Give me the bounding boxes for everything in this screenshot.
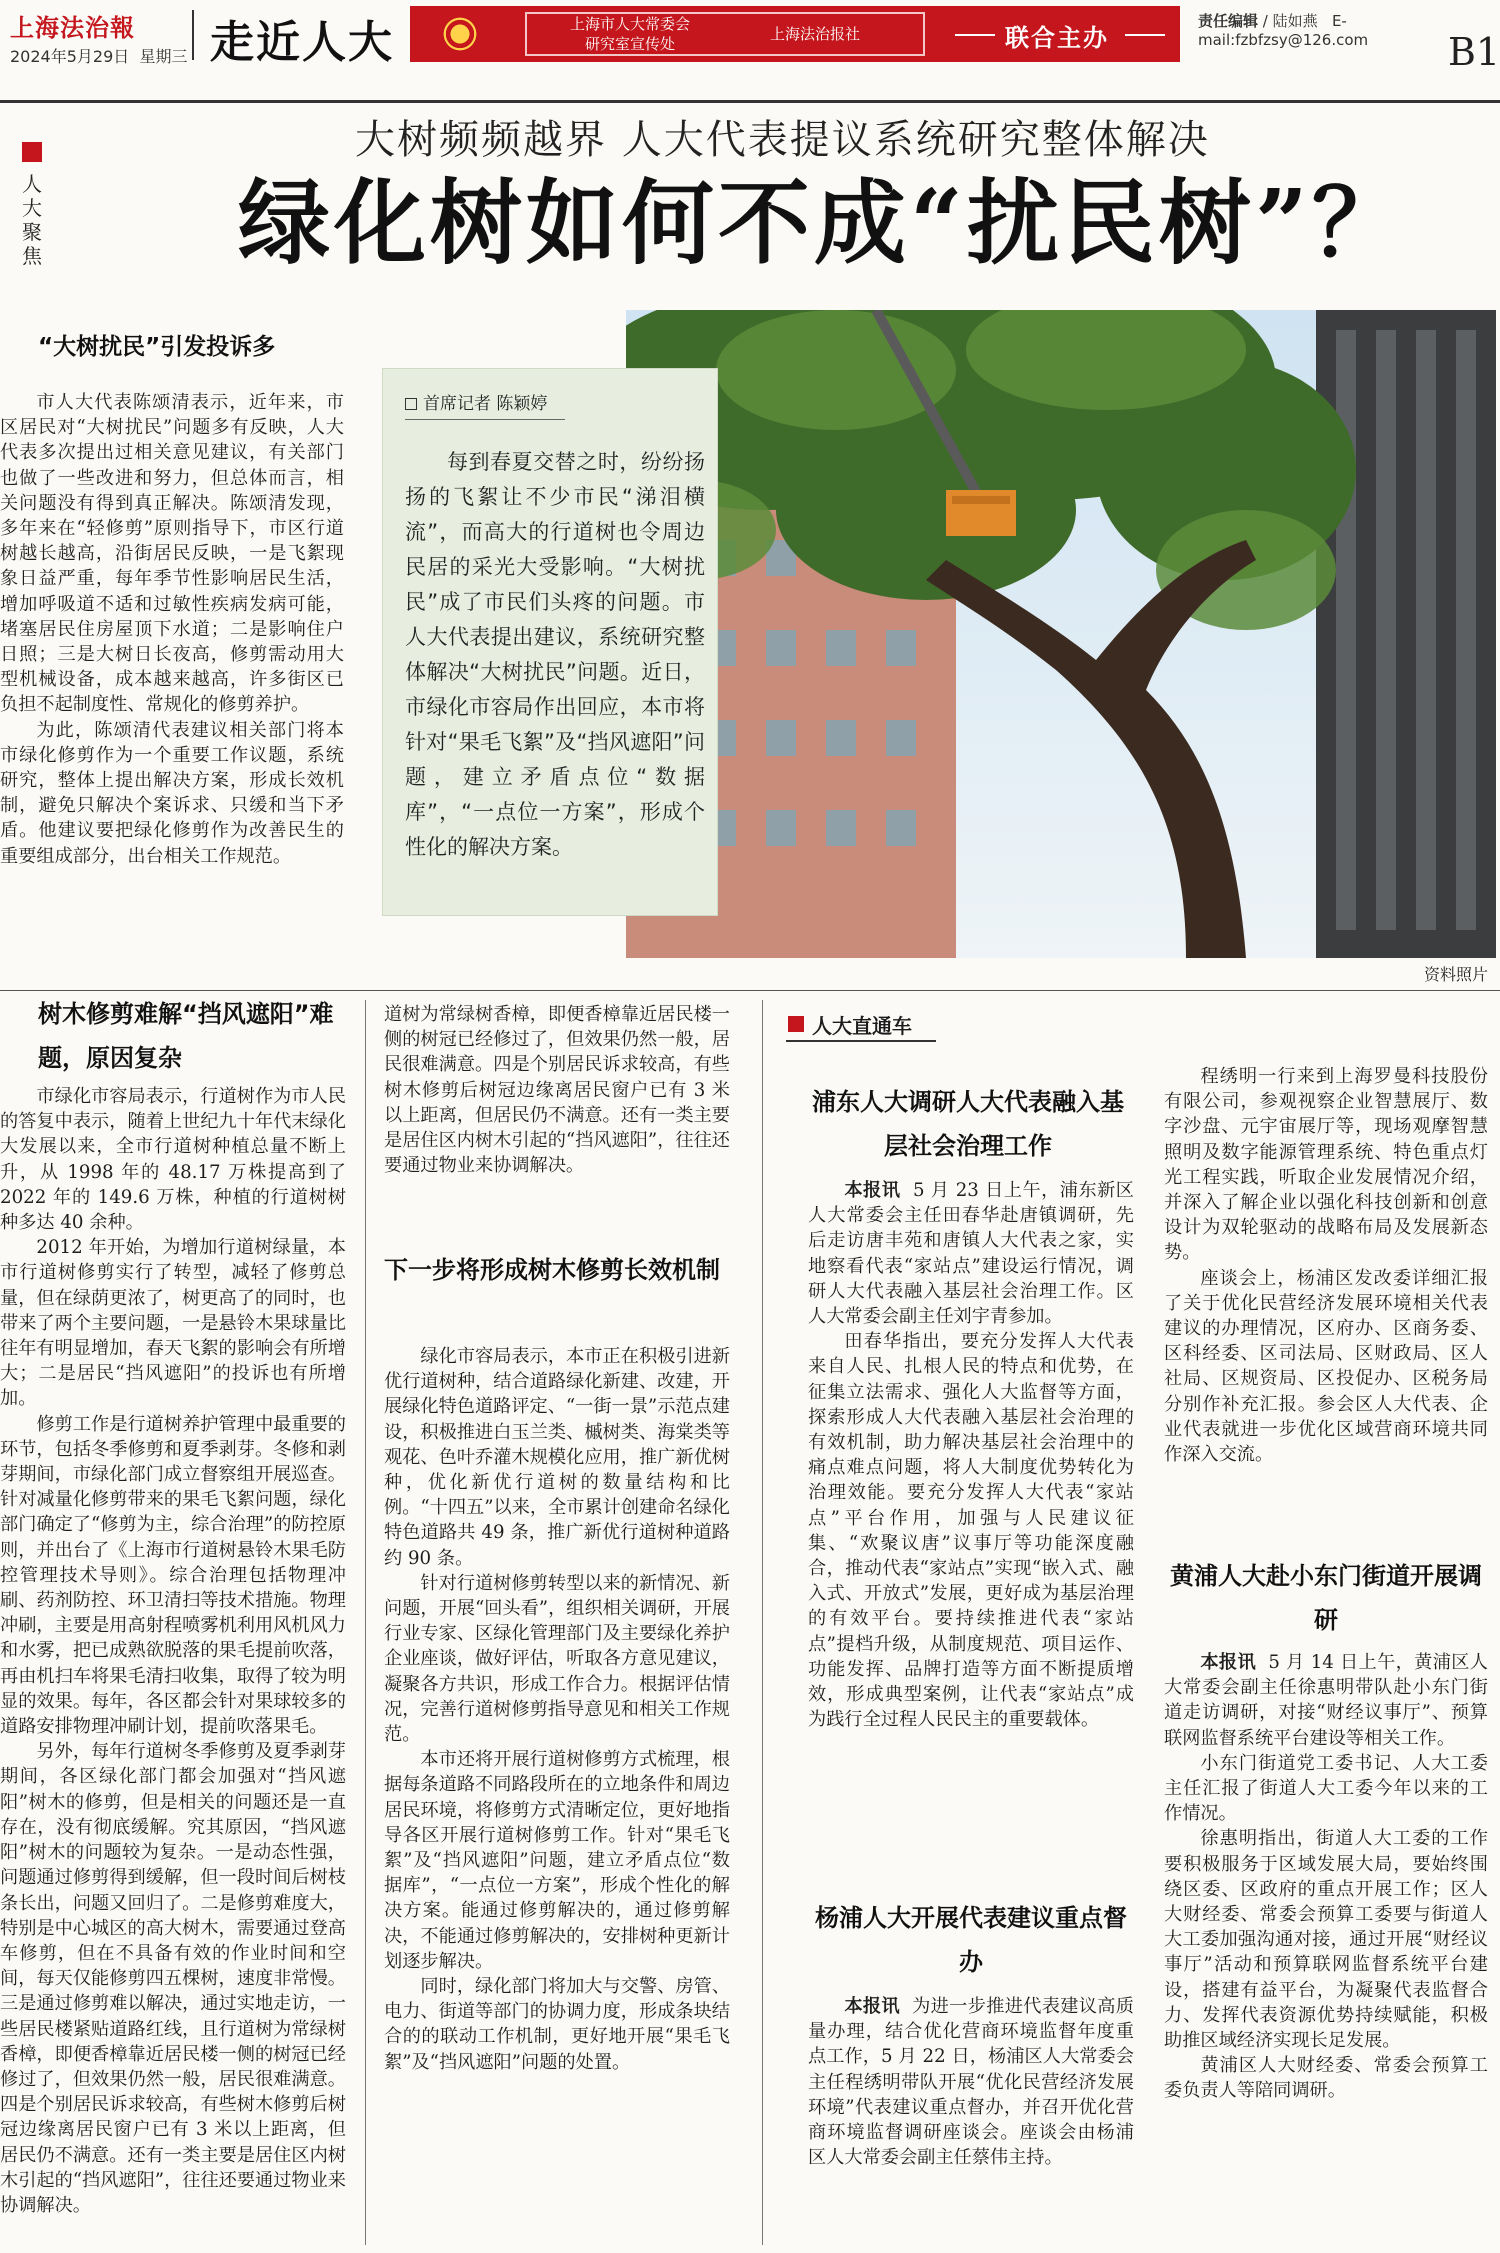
paragraph: 黄浦区人大财经委、常委会预算工委负责人等陪同调研。 bbox=[1164, 2055, 1488, 2102]
paragraph: 修剪工作是行道树养护管理中最重要的环节，包括冬季修剪和夏季剥芽。冬修和剥芽期间，市绿化部门成立督察组开展巡查。针对减量化修剪带来的果毛飞絮问题，绿化部门确定了“修剪为主，综合治理”的防控原则，并出台了《上海市行道树悬铃木果毛防控管理技术导则》。综合治理包括物理冲刷、药剂防控、环卫清扫等技术措施。物理冲刷，主要是用高射程喷雾机利用风机风力和水雾，把已成熟欲脱落的果毛提前吹落，再由机扫车将果毛清扫收集，取得了较为明显的效果。每年，各区都会针对果球较多的道路安排物理冲刷计划，提前吹落果毛。 bbox=[0, 1413, 346, 1738]
paragraph: 为此，陈颂清代表建议相关部门将本市绿化修剪作为一个重要工作议题，系统研究，整体上提出解决方案，形成长效机制，避免只解决个案诉求、只缓和当下矛盾。他建议要把绿化修剪作为改善民生的重要组成部分，出台相关工作规范。 bbox=[0, 719, 344, 867]
news-lead: 本报讯 bbox=[844, 1180, 901, 1201]
paragraph: 道树为常绿树香樟，即便香樟靠近居民楼一侧的树冠已经修过了，但效果仍然一般，居民很难满意。四是个别居民诉求较高，有些树木修剪后树冠边缘离居民窗户已有 3 米以上距离，但居民仍不满意。还有一类主要是居住区内树木引起的“挡风遮阳”，往往还要通过物业来协调解决。 bbox=[384, 1004, 730, 1177]
sidebar-item2-title: 杨浦人大开展代表建议重点督办 bbox=[815, 1904, 1127, 1976]
banner-org1 bbox=[570, 14, 690, 54]
section-1-body bbox=[0, 390, 344, 869]
banner-cohost: 联合主办 bbox=[1005, 23, 1109, 52]
banner-org1-line1: 上海市人大常委会 bbox=[570, 15, 691, 33]
sidebar-item2-body-continued bbox=[1164, 1064, 1488, 1604]
banner-org2: 上海法治报社 bbox=[770, 25, 861, 43]
section-title: 走近人大 bbox=[210, 17, 394, 68]
section-2-title: 树木修剪难解“挡风遮阳”难题，原因复杂 bbox=[38, 1000, 334, 1072]
section-3-body bbox=[384, 1344, 730, 2244]
paragraph-text: 5 月 23 日上午，浦东新区人大常委会主任田春华赴唐镇调研，先后走访唐丰苑和唐镇人大代表之家，实地察看代表“家站点”建设运行情况，调研人大代表融入基层社会治理工作。区人大常委会副主任刘宇青参加。 bbox=[808, 1180, 1134, 1328]
paragraph: 徐惠明指出，街道人大工委的工作要积极服务于区域发展大局，要始终围绕区委、区政府的重点开展工作；区人大财经委、常委会预算工委要与街道人大工委加强沟通对接，通过开展“财经议事厅”活动和预算联网监督系统平台建设，搭建有益平台，为凝聚代表监督合力、发挥代表资源优势持续赋能，积极助推区域经济实现长足发展。 bbox=[1164, 1828, 1488, 2052]
sidebar-item3-body bbox=[1164, 1650, 1488, 2244]
article-kicker: 大树频频越界 人大代表提议系统研究整体解决 bbox=[355, 117, 1210, 163]
sidebar-item2-body bbox=[808, 1994, 1134, 2244]
weekday-text: 星期三 bbox=[139, 47, 188, 66]
top-band-rule bbox=[0, 990, 1500, 991]
section-1-title: “大树扰民”引发投诉多 bbox=[38, 334, 276, 360]
banner-rule-left bbox=[955, 34, 995, 36]
sidebar-marker bbox=[788, 1016, 804, 1032]
paragraph: 绿化市容局表示，本市正在积极引进新优行道树种，结合道路绿化新建、改建，开展绿化特色道路评定、“一街一景”示范点建设，积极推进白玉兰类、槭树类、海棠类等观花、色叶乔灌木规模化应用，推广新优树种，优化新优行道树的数量结构和比例。“十四五”以来，全市累计创建命名绿化特色道路共 49 条，推广新优行道树种道路约 90 条。 bbox=[384, 1346, 730, 1569]
paragraph bbox=[808, 1994, 1134, 2170]
column-marker bbox=[22, 142, 42, 162]
editor-name: 陆如燕 bbox=[1272, 12, 1318, 30]
byline-rule bbox=[405, 419, 565, 420]
news-lead: 本报讯 bbox=[1200, 1652, 1257, 1673]
sidebar-label-rule bbox=[786, 1040, 936, 1042]
sidebar-label: 人大直通车 bbox=[812, 1014, 912, 1038]
news-lead: 本报讯 bbox=[844, 1996, 900, 2017]
sidebar-item1-title: 浦东人大调研人大代表融入基层社会治理工作 bbox=[812, 1088, 1124, 1160]
paragraph bbox=[808, 1178, 1134, 1329]
page-number: B1 bbox=[1448, 30, 1500, 74]
photo-caption: 资料照片 bbox=[1424, 965, 1489, 984]
section-2-body-continued bbox=[384, 1002, 730, 1222]
column-label-char: 聚 bbox=[22, 220, 42, 244]
sidebar-item1-body bbox=[808, 1178, 1134, 1768]
byline bbox=[405, 389, 547, 414]
paragraph-text: 5 月 14 日上午，黄浦区人大常委会副主任徐惠明带队赴小东门街道走访调研，对接“财经议事厅”、预算联网监督系统平台建设等相关工作。 bbox=[1164, 1652, 1488, 1749]
article-photo bbox=[626, 310, 1496, 958]
sidebar-item3-title: 黄浦人大赴小东门街道开展调研 bbox=[1170, 1562, 1482, 1634]
paragraph bbox=[1164, 1650, 1488, 1751]
editor-email: E-mail:fzbfzsy@126.com bbox=[1198, 12, 1369, 49]
paragraph-text: 为进一步推进代表建议高质量办理，结合优化营商环境监督年度重点工作，5 月 22 日，杨浦区人大常委会主任程绣明带队开展“优化民营经济发展环境”代表建议重点督办，并召开优化营商环境监督调研座谈会。座谈会由杨浦区人大常委会副主任蔡伟主持。 bbox=[808, 1996, 1134, 2169]
date-text: 2024年5月29日 bbox=[10, 47, 130, 66]
column-label bbox=[21, 172, 43, 268]
newspaper-logo: 上海法治報 bbox=[10, 13, 135, 42]
paragraph: 田春华指出，要充分发挥人大代表来自人民、扎根人民的特点和优势，在征集立法需求、强化人大监督等方面，探索形成人大代表融入基层社会治理的有效机制，助力解决基层社会治理中的痛点难点问题，将人大制度优势转化为治理效能。要充分发挥人大代表“家站点”平台作用，加强与人民建议征集、“欢聚议唐”议事厅等功能深度融合，推动代表“家站点”实现“嵌入式、融入式、开放式”发展，更好成为基层治理的有效平台。要持续推进代表“家站点”提档升级，从制度规范、项目运作、功能发挥、品牌打造等方面不断提质增效，形成典型案例，让代表“家站点”成为践行全过程人民民主的重要载体。 bbox=[808, 1331, 1134, 1731]
masthead-divider bbox=[192, 10, 194, 60]
section-3-title: 下一步将形成树木修剪长效机制 bbox=[384, 1256, 720, 1284]
paragraph: 市绿化市容局表示，行道树作为市人民的答复中表示，随着上世纪九十年代末绿化大发展以来，全市行道树种植总量不断上升，从 1998 年的 48.17 万株提高到了 2022 年的 149.6 万株，种植的行道树树种多达 40 余种。 bbox=[0, 1086, 346, 1234]
paragraph: 小东门街道党工委书记、人大工委主任汇报了街道人大工委今年以来的工作情况。 bbox=[1164, 1752, 1488, 1825]
paragraph: 另外，每年行道树冬季修剪及夏季剥芽期间，各区绿化部门都会加强对“挡风遮阳”树木的修剪，但是相关的问题还是一直存在，没有彻底缓解。究其原因，“挡风遮阳”树木的问题较为复杂。一是动态性强，问题通过修剪得到缓解，但一段时间后树枝条长出，问题又回归了。二是修剪难度大，特别是中心城区的高大树木，需要通过登高车修剪，但在不具备有效的作业时间和空间，每天仅能修剪四五棵树，速度非常慢。三是通过修剪难以解决，通过实地走访，一些居民楼紧贴道路红线，且行道树为常绿树香樟，即便香樟靠近居民楼一侧的树冠已经修过了，但效果仍然一般，居民很难满意。四是个别居民诉求较高，有些树木修剪后树冠边缘离居民窗户已有 3 米以上距离，但居民仍不满意。还有一类主要是居住区内树木引起的“挡风遮阳”，往往还要通过物业来协调解决。 bbox=[0, 1741, 346, 2216]
lead-box bbox=[382, 368, 718, 916]
paragraph: 针对行道树修剪转型以来的新情况、新问题，开展“回头看”，组织相关调研，开展行业专家、区绿化管理部门及主要绿化养护企业座谈，做好评估，听取各方意见建议，凝聚各方共识，形成工作合力。根据评估情况，完善行道树修剪指导意见和相关工作规范。 bbox=[384, 1572, 730, 1746]
paragraph: 本市还将开展行道树修剪方式梳理，根据每条道路不同路段所在的立地条件和周边居民环境，将修剪方式清晰定位，更好地指导各区开展行道树修剪工作。针对“果毛飞絮”及“挡风遮阳”问题，建立矛盾点位“数据库”，“一点位一方案”，形成个性化的解决方案。能通过修剪解决的，通过修剪解决，不能通过修剪解决的，安排树种更新计划逐步解决。 bbox=[384, 1749, 730, 1972]
masthead-rule bbox=[0, 100, 1500, 103]
section-2-body bbox=[0, 1084, 346, 2244]
column-label-char: 焦 bbox=[22, 244, 42, 268]
article-headline: 绿化树如何不成“扰民树”？ bbox=[238, 169, 1408, 277]
column-label-char: 大 bbox=[22, 196, 42, 220]
tree-photo-illustration bbox=[626, 310, 1496, 958]
column-label-char: 人 bbox=[22, 172, 42, 196]
column-rule bbox=[365, 1000, 366, 2245]
banner-rule-right bbox=[1125, 34, 1165, 36]
paragraph: 程绣明一行来到上海罗曼科技股份有限公司，参观视察企业智慧展厅、数字沙盘、元宇宙展厅等，现场观摩智慧照明及数字能源管理系统、特色重点灯光工程实践，听取企业发展情况介绍，并深入了解企业以强化科技创新和创意设计为双轮驱动的战略布局及发展新态势。 bbox=[1164, 1066, 1488, 1264]
banner-org1-line2: 研究室宣传处 bbox=[585, 35, 676, 53]
paragraph: 2012 年开始，为增加行道树绿量，本市行道树修剪实行了转型，减轻了修剪总量，但在绿荫更浓了，树更高了的同时，也带来了两个主要问题，一是悬铃木果球量比往年有明显增加，春天飞絮的影响会有所增大；二是居民“挡风遮阳”的投诉也有所增加。 bbox=[0, 1237, 346, 1410]
lead-text: 每到春夏交替之时，纷纷扬扬的飞絮让不少市民“涕泪横流”，而高大的行道树也令周边民居的采光大受影响。“大树扰民”成了市民们头疼的问题。市人大代表提出建议，系统研究整体解决“大树扰民”问题。近日，市绿化市容局作出回应，本市将针对“果毛飞絮”及“挡风遮阳”问题，建立矛盾点位“数据库”，“一点位一方案”，形成个性化的解决方案。 bbox=[405, 450, 705, 859]
cohost-banner bbox=[410, 6, 1180, 62]
issue-date bbox=[10, 44, 187, 67]
column-rule bbox=[762, 1000, 763, 2245]
paragraph: 同时，绿化部门将加大与交警、房管、电力、街道等部门的协调力度，形成条块结合的的联动工作机制，更好地开展“果毛飞絮”及“挡风遮阳”问题的处置。 bbox=[384, 1976, 730, 2073]
editor-label: 责任编辑 bbox=[1198, 12, 1259, 30]
emblem-icon bbox=[438, 12, 482, 56]
editor-line: 责任编辑 / 陆如燕 E-mail:fzbfzsy@126.com bbox=[1198, 12, 1369, 49]
byline-text: 首席记者 陈颖婷 bbox=[423, 394, 548, 414]
paragraph: 市人大代表陈颂清表示，近年来，市区居民对“大树扰民”问题多有反映，人大代表多次提出过相关意见建议，有关部门也做了一些改进和努力，但总体而言，相关问题没有得到真正解决。陈颂清发现，多年来在“轻修剪”原则指导下，市区行道树越长越高，沿街居民反映，一是飞絮现象日益严重，每年季节性影响居民生活，增加呼吸道不适和过敏性疾病发病可能，堵塞居民住房屋顶下水道；二是影响住户日照；三是大树日长夜高，修剪需动用大型机械设备，成本越来越高，许多街区已负担不起制度性、常规化的修剪养护。 bbox=[0, 392, 344, 716]
paragraph: 座谈会上，杨浦区发改委详细汇报了关于优化民营经济发展环境相关代表建议的办理情况，区府办、区商务委、区科经委、区司法局、区财政局、区人社局、区规资局、区投促办、区税务局分别作补充汇报。参会区人大代表、企业代表就进一步优化区域营商环境共同作深入交流。 bbox=[1164, 1267, 1488, 1466]
byline-square-icon bbox=[405, 398, 417, 410]
